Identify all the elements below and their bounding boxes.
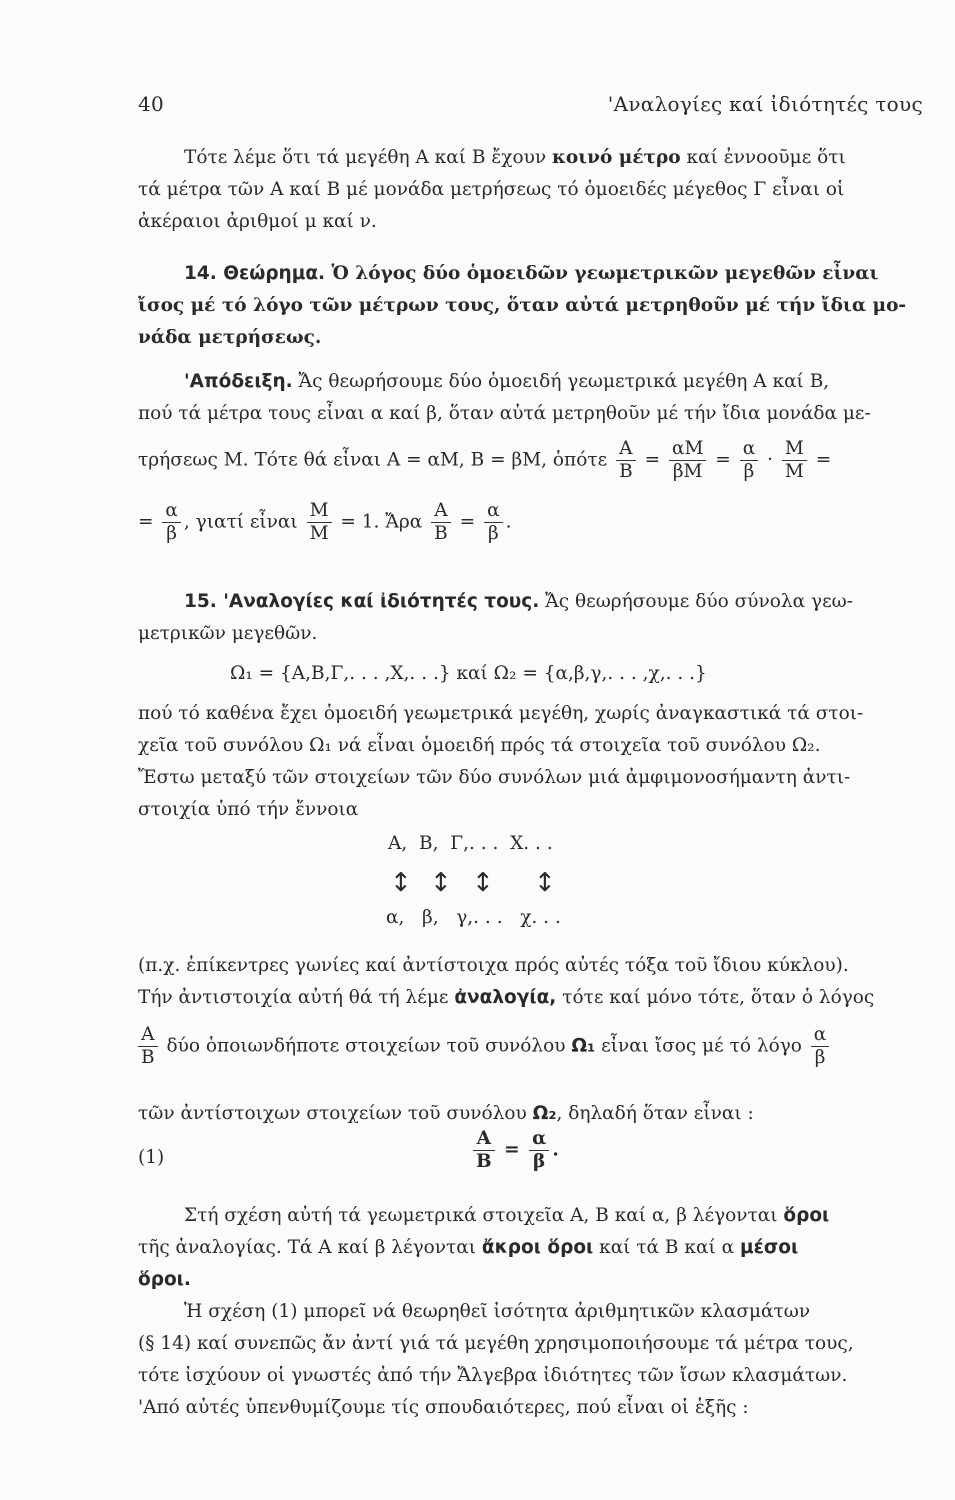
section15-line15: (§ 14) καί συνεπῶς ἄν ἀντί γιά τά μεγέθη χρησιμοποιήσουμε τά μέτρα τους,: [138, 1333, 854, 1354]
section15-line14: Ἡ σχέση (1) μπορεῖ νά θεωρηθεῖ ἰσότητα ἀριθμητικῶν κλασμάτων: [184, 1301, 811, 1322]
double-arrow-icon: ↕: [472, 868, 494, 898]
section15-line8: Τήν ἀντιστοιχία αὐτή θά τή λέμε ἀναλογία, τότε καί μόνο τότε, ὅταν ὁ λόγος: [138, 987, 875, 1008]
fraction-a-over-b-3: $\frac{\alpha}{\beta}$: [484, 500, 503, 545]
correspondence-top: Α, Β, Γ,. . . Χ. . .: [388, 833, 553, 854]
proof-line1: 'Απόδειξη. Ἄς θεωρήσουμε δύο ὁμοειδή γεωμετρικά μεγέθη Α καί Β,: [184, 371, 830, 392]
double-arrow-icon: ↕: [390, 868, 412, 898]
proof-line4: = $\frac{\alpha}{\beta}$ , γιατί εἶναι $\frac{M}{M}$ = 1. Ἄρα $\frac{A}{B}$ = $\frac{\alpha}{\beta}$ .: [138, 500, 512, 544]
sets-definition: Ω₁ = {Α,Β,Γ,. . . ,Χ,. . .} καί Ω₂ = {α,β,γ,. . . ,χ,. . .}: [230, 663, 707, 684]
section15-line12: τῆς ἀναλογίας. Τά Α καί β λέγονται ἄκροι ὅροι καί τά Β καί α μέσοι: [138, 1237, 799, 1258]
section15-line7: (π.χ. ἐπίκεντρες γωνίες καί ἀντίστοιχα πρός αὐτές τόξα τοῦ ἴδιου κύκλου).: [138, 955, 849, 976]
proof-line3: τρήσεως Μ. Τότε θά εἶναι Α = αΜ, Β = βΜ, ὁπότε $\frac{A}{B}$ = $\frac{\alpha M}{\beta M}$ = $\frac{\alpha}{\beta}$ · $\frac{M}{M}$ =: [138, 438, 832, 482]
page-number: 40: [138, 92, 165, 116]
section15-line13: ὅροι.: [138, 1269, 191, 1290]
fraction-a-over-b-4: $\frac{\alpha}{\beta}$: [811, 1024, 830, 1069]
fraction-A-over-B-3: $\frac{A}{B}$: [138, 1024, 158, 1069]
double-arrow-icon: ↕: [430, 868, 452, 898]
double-arrow-icon: ↕: [534, 868, 556, 898]
fraction-M-over-M-2: $\frac{M}{M}$: [307, 500, 332, 545]
section15-line2: μετρικῶν μεγεθῶν.: [138, 623, 318, 644]
section15-line3: πού τό καθένα ἔχει ὁμοειδή γεωμετρικά μεγέθη, χωρίς ἀναγκαστικά τά στοι-: [138, 703, 864, 724]
correspondence-bottom: α, β, γ,. . . χ. . .: [386, 907, 561, 928]
section15-line6: στοιχία ὑπό τήν ἔννοια: [138, 799, 359, 820]
equation-label: (1): [138, 1147, 165, 1168]
section15-line10: τῶν ἀντίστοιχων στοιχείων τοῦ συνόλου Ω₂, δηλαδή ὅταν εἶναι :: [138, 1103, 754, 1124]
fraction-A-over-B: $\frac{A}{B}$: [616, 438, 636, 483]
fraction-aM-over-bM: $\frac{\alpha M}{\beta M}$: [669, 438, 706, 483]
theorem14-line3: νάδα μετρήσεως.: [138, 327, 322, 348]
para1-line1: Τότε λέμε ὅτι τά μεγέθη Α καί Β ἔχουν κοινό μέτρο καί ἐννοοῦμε ὅτι: [184, 147, 846, 168]
fraction-a-over-b: $\frac{\alpha}{\beta}$: [740, 438, 759, 483]
para1-line2: τά μέτρα τῶν Α καί Β μέ μονάδα μετρήσεως τό ὁμοειδές μέγεθος Γ εἶναι οἱ: [138, 179, 845, 200]
section15-line17: 'Από αὐτές ὑπενθυμίζουμε τίς σπουδαιότερες, πού εἶναι οἱ ἑξῆς :: [138, 1397, 749, 1418]
section15-line16: τότε ἰσχύουν οἱ γνωστές ἀπό τήν Ἄλγεβρα ἰδιότητες τῶν ἴσων κλασμάτων.: [138, 1365, 848, 1386]
section15-line4: χεῖα τοῦ συνόλου Ω₁ νά εἶναι ὁμοειδή πρός τά στοιχεῖα τοῦ συνόλου Ω₂.: [138, 735, 821, 756]
fraction-A-over-B-eq: $\frac{A}{B}$: [473, 1128, 495, 1173]
section15-line1: 15. 'Αναλογίες καί ἰδιότητές τους. Ἄς θεωρήσουμε δύο σύνολα γεω-: [184, 591, 853, 612]
para1-line3: ἀκέραιοι ἀριθμοί μ καί ν.: [138, 211, 377, 232]
fraction-a-over-b-2: $\frac{\alpha}{\beta}$: [162, 500, 181, 545]
theorem14-line1: 14. Θεώρημα. Ὁ λόγος δύο ὁμοειδῶν γεωμετρικῶν μεγεθῶν εἶναι: [184, 263, 879, 284]
theorem14-line2: ἴσος μέ τό λόγο τῶν μέτρων τους, ὅταν αὐτά μετρηθοῦν μέ τήν ἴδια μο-: [138, 295, 907, 316]
running-title: 'Αναλογίες καί ἰδιότητές τους: [607, 92, 923, 116]
fraction-M-over-M: $\frac{M}{M}$: [782, 438, 807, 483]
section15-line11: Στή σχέση αὐτή τά γεωμετρικά στοιχεῖα Α, Β καί α, β λέγονται ὅροι: [184, 1205, 830, 1226]
fraction-A-over-B-2: $\frac{A}{B}$: [431, 500, 451, 545]
fraction-a-over-b-eq: $\frac{\alpha}{\beta}$: [529, 1128, 549, 1173]
proof-line2: πού τά μέτρα τους εἶναι α καί β, ὅταν αὐτά μετρηθοῦν μέ τήν ἴδια μονάδα με-: [138, 403, 871, 424]
section15-line9: $\frac{A}{B}$ δύο ὁποιωνδήποτε στοιχείων τοῦ συνόλου Ω₁ εἶναι ἴσος μέ τό λόγο $\frac{\alpha}{\beta}$: [138, 1024, 922, 1069]
section15-line5: Ἔστω μεταξύ τῶν στοιχείων τῶν δύο συνόλων μιά ἀμφιμονοσήμαντη ἀντι-: [138, 767, 851, 788]
equation-1: $\frac{A}{B}$ = $\frac{\alpha}{\beta}$ .: [470, 1128, 559, 1173]
